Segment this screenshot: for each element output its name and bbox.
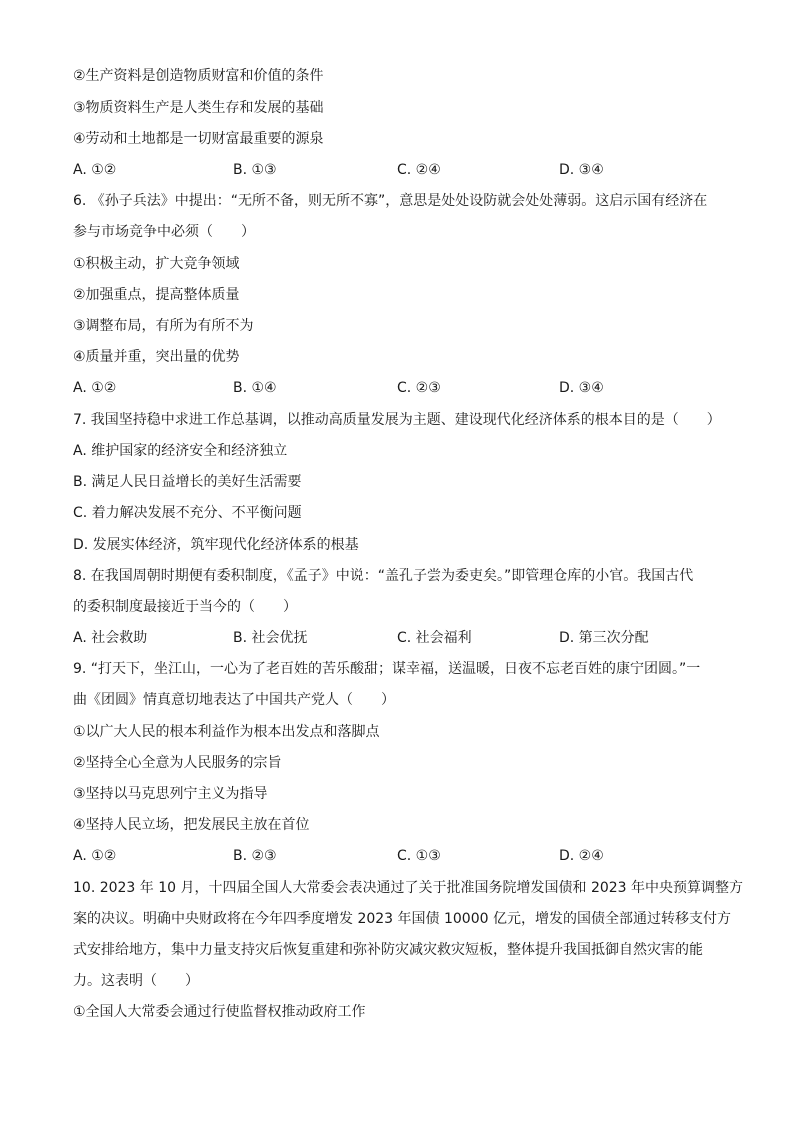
q8-stem-line-2: 的委积制度最接近于当今的（ ） xyxy=(73,599,297,615)
q8-option-b: B. 社会优抚 xyxy=(233,630,308,646)
q6-stem-line-1: 6. 《孙子兵法》中提出：“无所不备，则无所不寡”，意思是处处设防就会处处薄弱。这启示国有经济在 xyxy=(73,193,708,209)
q6-option-d: D. ③④ xyxy=(559,380,604,396)
q9-statement-4: ④坚持人民立场，把发展民主放在首位 xyxy=(73,817,310,833)
q9-statement-3: ③坚持以马克思列宁主义为指导 xyxy=(73,786,268,802)
q5-option-b: B. ①③ xyxy=(233,162,277,178)
q10-stem-line-2: 案的决议。明确中央财政将在今年四季度增发 2023 年国债 10000 亿元，增发的国债全部通过转移支付方 xyxy=(73,911,731,927)
q7-option-a: A. 维护国家的经济安全和经济独立 xyxy=(73,443,288,459)
q10-stem-line-4: 力。这表明（ ） xyxy=(73,973,199,989)
q10-stem-line-3: 式安排给地方，集中力量支持灾后恢复重建和弥补防灾减灾救灾短板，整体提升我国抵御自然灾害的能 xyxy=(73,942,703,958)
q6-statement-2: ②加强重点，提高整体质量 xyxy=(73,287,240,303)
q9-option-d: D. ②④ xyxy=(559,848,604,864)
q6-option-a: A. ①② xyxy=(73,380,117,396)
q7-stem: 7. 我国坚持稳中求进工作总基调，以推动高质量发展为主题、建设现代化经济体系的根本目的是（ ） xyxy=(73,412,721,428)
q5-option-d: D. ③④ xyxy=(559,162,604,178)
q9-stem-line-2: 曲《团圆》情真意切地表达了中国共产党人（ ） xyxy=(73,692,395,708)
q5-option-c: C. ②④ xyxy=(397,162,441,178)
q8-option-a: A. 社会救助 xyxy=(73,630,148,646)
q6-statement-3: ③调整布局，有所为有所不为 xyxy=(73,318,254,334)
q9-option-a: A. ①② xyxy=(73,848,117,864)
q6-statement-1: ①积极主动，扩大竞争领域 xyxy=(73,256,240,272)
q6-stem-line-2: 参与市场竞争中必须（ ） xyxy=(73,224,255,240)
q10-stem-line-1: 10. 2023 年 10 月，十四届全国人大常委会表决通过了关于批准国务院增发国债和 2023 年中央预算调整方 xyxy=(73,880,744,896)
q5-option-a: A. ①② xyxy=(73,162,117,178)
q9-statement-1: ①以广大人民的根本利益作为根本出发点和落脚点 xyxy=(73,724,380,740)
q9-statement-2: ②坚持全心全意为人民服务的宗旨 xyxy=(73,755,282,771)
q8-stem-line-1: 8. 在我国周朝时期便有委积制度，《孟子》中说：“盖孔子尝为委吏矣。”即管理仓库的小官。我国古代 xyxy=(73,568,694,584)
q5-statement-2: ②生产资料是创造物质财富和价值的条件 xyxy=(73,68,324,84)
q7-option-d: D. 发展实体经济，筑牢现代化经济体系的根基 xyxy=(73,537,359,553)
q7-option-b: B. 满足人民日益增长的美好生活需要 xyxy=(73,474,302,490)
q8-option-d: D. 第三次分配 xyxy=(559,630,649,646)
q9-option-b: B. ②③ xyxy=(233,848,277,864)
q5-statement-4: ④劳动和土地都是一切财富最重要的源泉 xyxy=(73,131,324,147)
q6-statement-4: ④质量并重，突出量的优势 xyxy=(73,349,240,365)
q6-options xyxy=(73,378,723,398)
q10-statement-1: ①全国人大常委会通过行使监督权推动政府工作 xyxy=(73,1004,366,1020)
q5-statement-3: ③物质资料生产是人类生存和发展的基础 xyxy=(73,100,324,116)
q9-stem-line-1: 9. “打天下，坐江山，一心为了老百姓的苦乐酸甜；谋幸福，送温暖，日夜不忘老百姓的康宁团圆。”一 xyxy=(73,661,701,677)
q9-options xyxy=(73,846,723,866)
q9-option-c: C. ①③ xyxy=(397,848,441,864)
q6-option-c: C. ②③ xyxy=(397,380,441,396)
q7-option-c: C. 着力解决发展不充分、不平衡问题 xyxy=(73,505,302,521)
q8-option-c: C. 社会福利 xyxy=(397,630,472,646)
q6-option-b: B. ①④ xyxy=(233,380,277,396)
q8-options xyxy=(73,628,723,648)
q5-options xyxy=(73,160,723,180)
